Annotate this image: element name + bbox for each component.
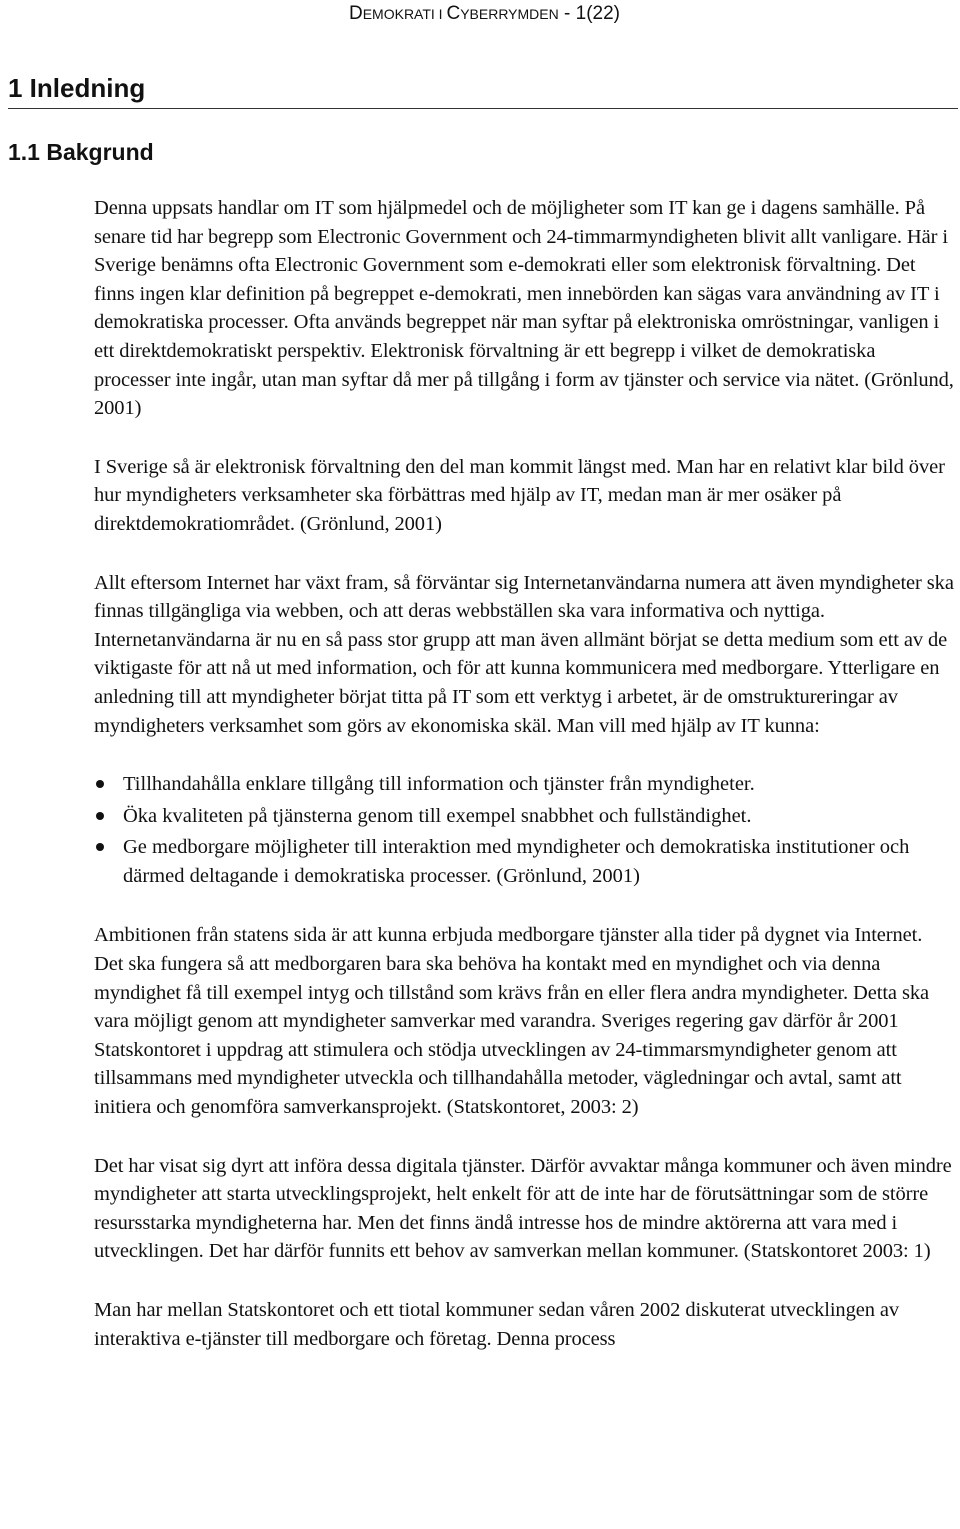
running-header-part: YBERRYMDEN (460, 6, 559, 22)
section-heading: 1.1 Bakgrund (8, 139, 154, 165)
paragraph-ambitionen: Ambitionen från statens sida är att kunna erbjuda medborgare tjänster alla tider på dygnet via Internet. Det ska fungera så att medborgaren bara ska behöva ha kontakt med en myndighet och via denna myndighet få till exempel intyg och tillstånd som krävs från en eller flera andra myndigheter. Detta ska vara möjligt genom att myndigheter samverkar med varandra. Sveriges regering gav därför år 2001 Statskontoret i uppdrag att stimulera och stödja utvecklingen av 24-timmarsmyndigheter genom att tillsammans med myndigheter utveckla och tillhandahålla metoder, vägledningar och avtal, samt att initiera och genomföra samverkansprojekt. (Statskontoret, 2003: 2) (94, 924, 929, 1119)
list-item (94, 770, 956, 799)
bullet-icon (96, 843, 104, 851)
running-header-part: D (348, 3, 363, 24)
paragraph-statskontoret: Man har mellan Statskontoret och ett tiotal kommuner sedan våren 2002 diskuterat utvecklingen av interaktiva e-tjänster till medborgare och företag. Denna process (94, 1299, 900, 1350)
paragraph-dyrt: Det har visat sig dyrt att införa dessa digitala tjänster. Därför avvaktar många kommuner och även mindre myndigheter att starta utvecklingsprojekt, helt enkelt för att de inte har de förutsättningar som de större resursstarka myndigheterna har. Men det finns ändå intresse hos de mindre aktörerna att vara med i utvecklingen. Det har därför funnits ett behov av samverkan mellan kommuner. (Statskontoret 2003: 1) (94, 1154, 952, 1263)
paragraph-sverige: I Sverige så är elektronisk förvaltning den del man kommit längst med. Man har en relativt klar bild över hur myndigheters verksamheter ska förbättras med hjälp av IT, medan man är mer osäker på direktdemokratiområdet. (Grönlund, 2001) (94, 455, 945, 535)
running-header (349, 2, 620, 26)
chapter-heading: 1 Inledning (8, 70, 958, 109)
paragraph-intro: Denna uppsats handlar om IT som hjälpmedel och de möjligheter som IT kan ge i dagens samhälle. På senare tid har begrepp som Electronic Government och 24-timmarmyndigheten blivit allt vanligare. Här i Sverige benämns ofta Electronic Government som e-demokrati eller som elektronisk förvaltning. Det finns ingen klar definition på begreppet e-demokrati, men innebörden kan sägas vara användning av IT i demokratiska processer. Ofta används begreppet när man syftar på elektroniska omröstningar, vanligen i ett direktdemokratiskt perspektiv. Elektronisk förvaltning är ett begrepp i vilket de demokratiska processer inte ingår, utan man syftar då mer på tillgång i form av tjänster och service via nätet. (Grönlund, 2001) (94, 197, 954, 420)
running-header-part: EMOKRATI I (362, 6, 447, 22)
list-item (94, 833, 956, 890)
list-item-text: Öka kvaliteten på tjänsterna genom till exempel snabbhet och fullständighet. (123, 804, 752, 827)
list-item (94, 802, 956, 831)
paragraph-internet: Allt eftersom Internet har växt fram, så förväntar sig Internetanvändarna numera att även myndigheter ska finnas tillgängliga via webben, och att deras webbställen ska vara informativa och nyttiga. Internetanvändarna är nu en så pass stor grupp att man även allmänt börjat se detta medium som ett av de viktigaste för att nå ut med information, och för att kunna kommunicera med medborgare. Ytterligare en anledning till att myndigheter börjat titta på IT som ett verktyg i arbetet, är de omstruktureringar av myndigheters verksamhet som görs av ekonomiska skäl. Man vill med hjälp av IT kunna: (94, 571, 954, 737)
running-header-part: C (446, 3, 461, 24)
running-header-part: - 1(22) (558, 3, 620, 24)
list-item-text: Tillhandahålla enklare tillgång till information och tjänster från myndigheter. (123, 773, 755, 796)
bullet-icon (96, 780, 104, 788)
body-text (94, 194, 956, 1383)
list-item-text: Ge medborgare möjligheter till interaktion med myndigheter och demokratiska institutioner och därmed deltagande i demokratiska processer. (Grönlund, 2001) (123, 836, 910, 887)
goal-list (94, 770, 956, 890)
bullet-icon (96, 812, 104, 820)
